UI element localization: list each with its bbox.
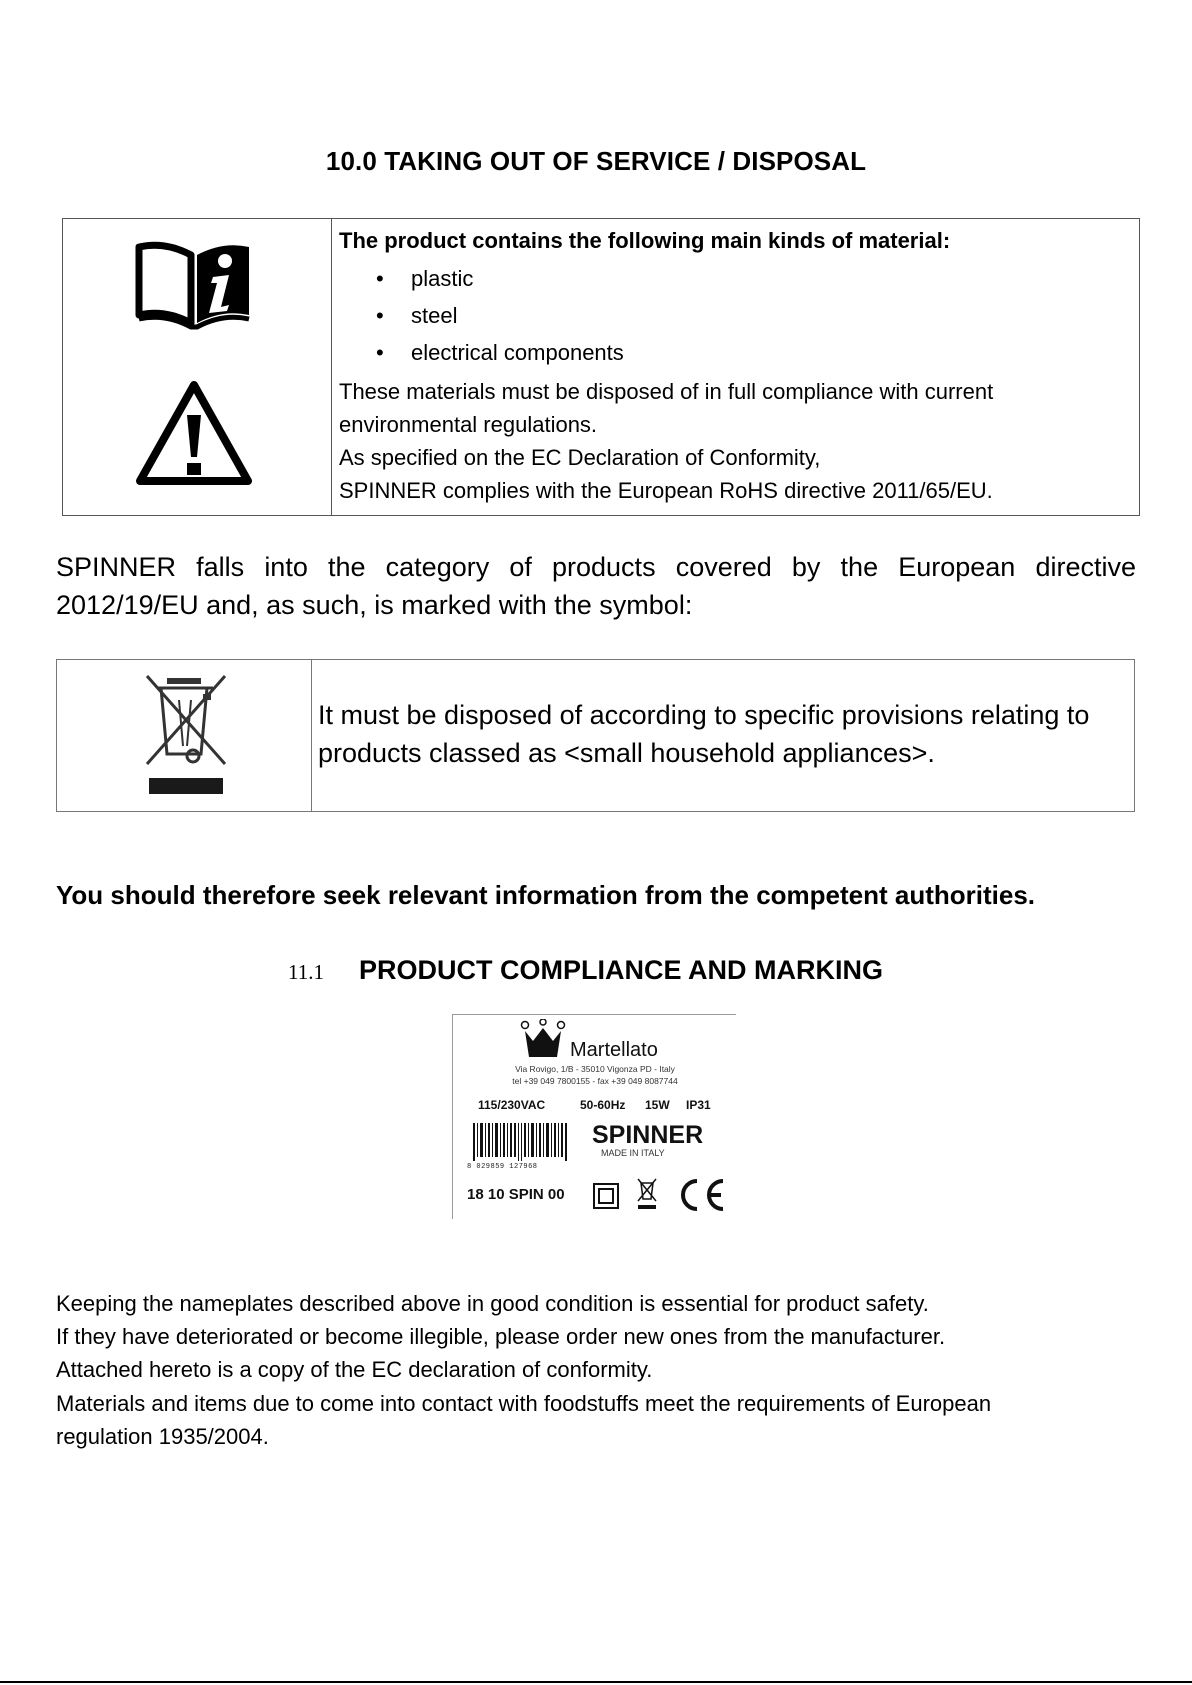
- directive-paragraph: SPINNER falls into the category of products covered by the European directive 2012/19/EU and, as such, is marked with the symbol:: [56, 552, 1136, 620]
- product-code: 18 10 SPIN 00: [467, 1186, 565, 1203]
- bullet: •: [376, 266, 384, 291]
- frequency-rating: 50-60Hz: [580, 1098, 626, 1112]
- list-item: • electrical components: [339, 334, 624, 371]
- subsection-title: PRODUCT COMPLIANCE AND MARKING: [359, 955, 883, 985]
- voltage-rating: 115/230VAC: [478, 1098, 546, 1112]
- made-in: MADE IN ITALY: [601, 1148, 665, 1158]
- authorities-notice: You should therefore seek relevant information from the competent authorities.: [56, 880, 1036, 910]
- bullet: •: [376, 303, 384, 328]
- bullet: •: [376, 340, 384, 365]
- contact-line: tel +39 049 7800155 - fax +39 049 8087744: [512, 1076, 678, 1086]
- barcode-number: 8 029859 127968: [467, 1163, 538, 1171]
- weee-bin-icon: [636, 1177, 658, 1216]
- barcode-icon: [471, 1123, 571, 1168]
- crown-logo-icon: [519, 1019, 567, 1064]
- materials-table: [62, 218, 1140, 516]
- weee-text: It must be disposed of according to specific provisions relating to products classed as <small household appliances>.: [318, 700, 1090, 768]
- address-line: Via Rovigo, 1/B - 35010 Vigonza PD - Italy: [515, 1064, 675, 1074]
- table-divider: [331, 219, 332, 515]
- subsection-number: 11.1: [288, 960, 324, 984]
- power-rating: 15W: [645, 1098, 670, 1112]
- page-bottom-rule: [0, 1681, 1192, 1683]
- brand-name: Martellato: [570, 1039, 658, 1061]
- list-item: • steel: [339, 297, 624, 334]
- section-title: 10.0 TAKING OUT OF SERVICE / DISPOSAL: [325, 146, 867, 176]
- footer-paragraph: Keeping the nameplates described above in good condition is essential for product safety. If they have deteriorated or become illegible, please order new ones from the manufacturer. Attached hereto is a copy of the EC declaration of conformity. Materials and items due to come into contact with foodstuffs meet the requirements of European regulation 1935/2004.: [56, 1291, 992, 1449]
- table-divider: [311, 660, 312, 811]
- nameplate-label: [452, 1014, 736, 1219]
- model-name: SPINNER: [592, 1121, 704, 1149]
- weee-table: [56, 659, 1135, 812]
- info-manual-icon: [135, 239, 253, 336]
- materials-list: [339, 260, 624, 371]
- list-item: • plastic: [339, 260, 624, 297]
- disposal-paragraph: These materials must be disposed of in full compliance with current environmental regulations. As specified on the EC Declaration of Conformity, SPINNER complies with the European RoHS directive 2011/65/EU.: [339, 379, 994, 503]
- crossed-out-wheelie-bin-icon: [139, 672, 235, 803]
- ip-rating: IP31: [686, 1098, 711, 1112]
- materials-heading: The product contains the following main kinds of material:: [339, 228, 951, 253]
- warning-triangle-icon: [135, 379, 253, 492]
- double-insulation-icon: [593, 1183, 619, 1214]
- ce-mark-icon: [675, 1177, 727, 1218]
